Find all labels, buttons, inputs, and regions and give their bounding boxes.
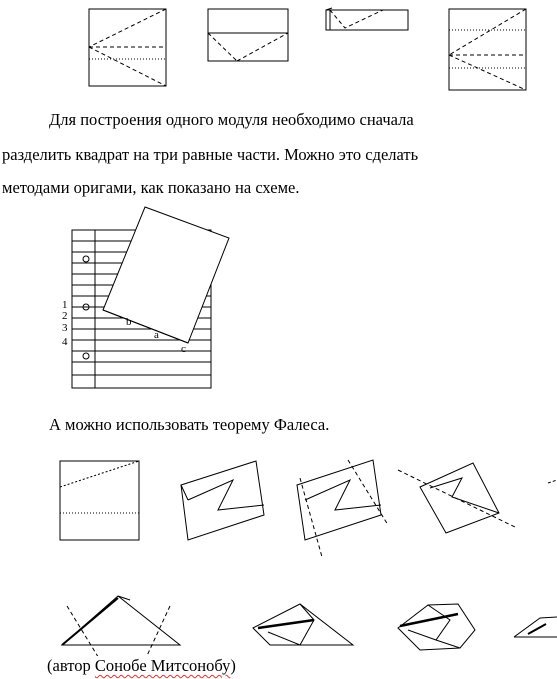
thales-step-7 <box>253 604 353 645</box>
top-step-4 <box>449 9 526 90</box>
point-label-c: c <box>181 343 186 355</box>
thales-step-8 <box>398 604 475 650</box>
thales-step-9-partial <box>514 617 557 637</box>
top-step-3 <box>326 8 408 30</box>
thales-step-1 <box>60 461 139 540</box>
thales-step-6 <box>62 596 180 660</box>
ruled-paper-diagram <box>72 207 229 388</box>
author-open: (автор <box>47 656 95 675</box>
row-number-1: 1 <box>62 299 68 311</box>
point-label-b: b <box>126 316 132 328</box>
author-caption <box>47 656 236 676</box>
paragraph1-line2: разделить квадрат на три равные части. Можно это сделать <box>2 145 419 164</box>
row-number-3: 3 <box>62 322 68 334</box>
paragraph2: А можно использовать теорему Фалеса. <box>49 415 330 434</box>
paragraph1-line1: Для построения одного модуля необходимо сначала <box>49 110 414 129</box>
row-number-4: 4 <box>62 336 68 348</box>
thales-step-5-partial <box>548 480 557 483</box>
top-step-1 <box>89 9 166 86</box>
top-step-2 <box>208 9 288 61</box>
thales-step-4 <box>398 463 517 533</box>
point-label-a: a <box>154 329 159 341</box>
author-name: Сонобе Митсонобу <box>94 656 231 675</box>
row-number-2: 2 <box>62 310 68 322</box>
author-close: ) <box>230 656 236 675</box>
thales-step-2 <box>181 461 264 540</box>
thales-step-3 <box>297 460 388 557</box>
paragraph1-line3: методами оригами, как показано на схеме. <box>2 178 300 197</box>
